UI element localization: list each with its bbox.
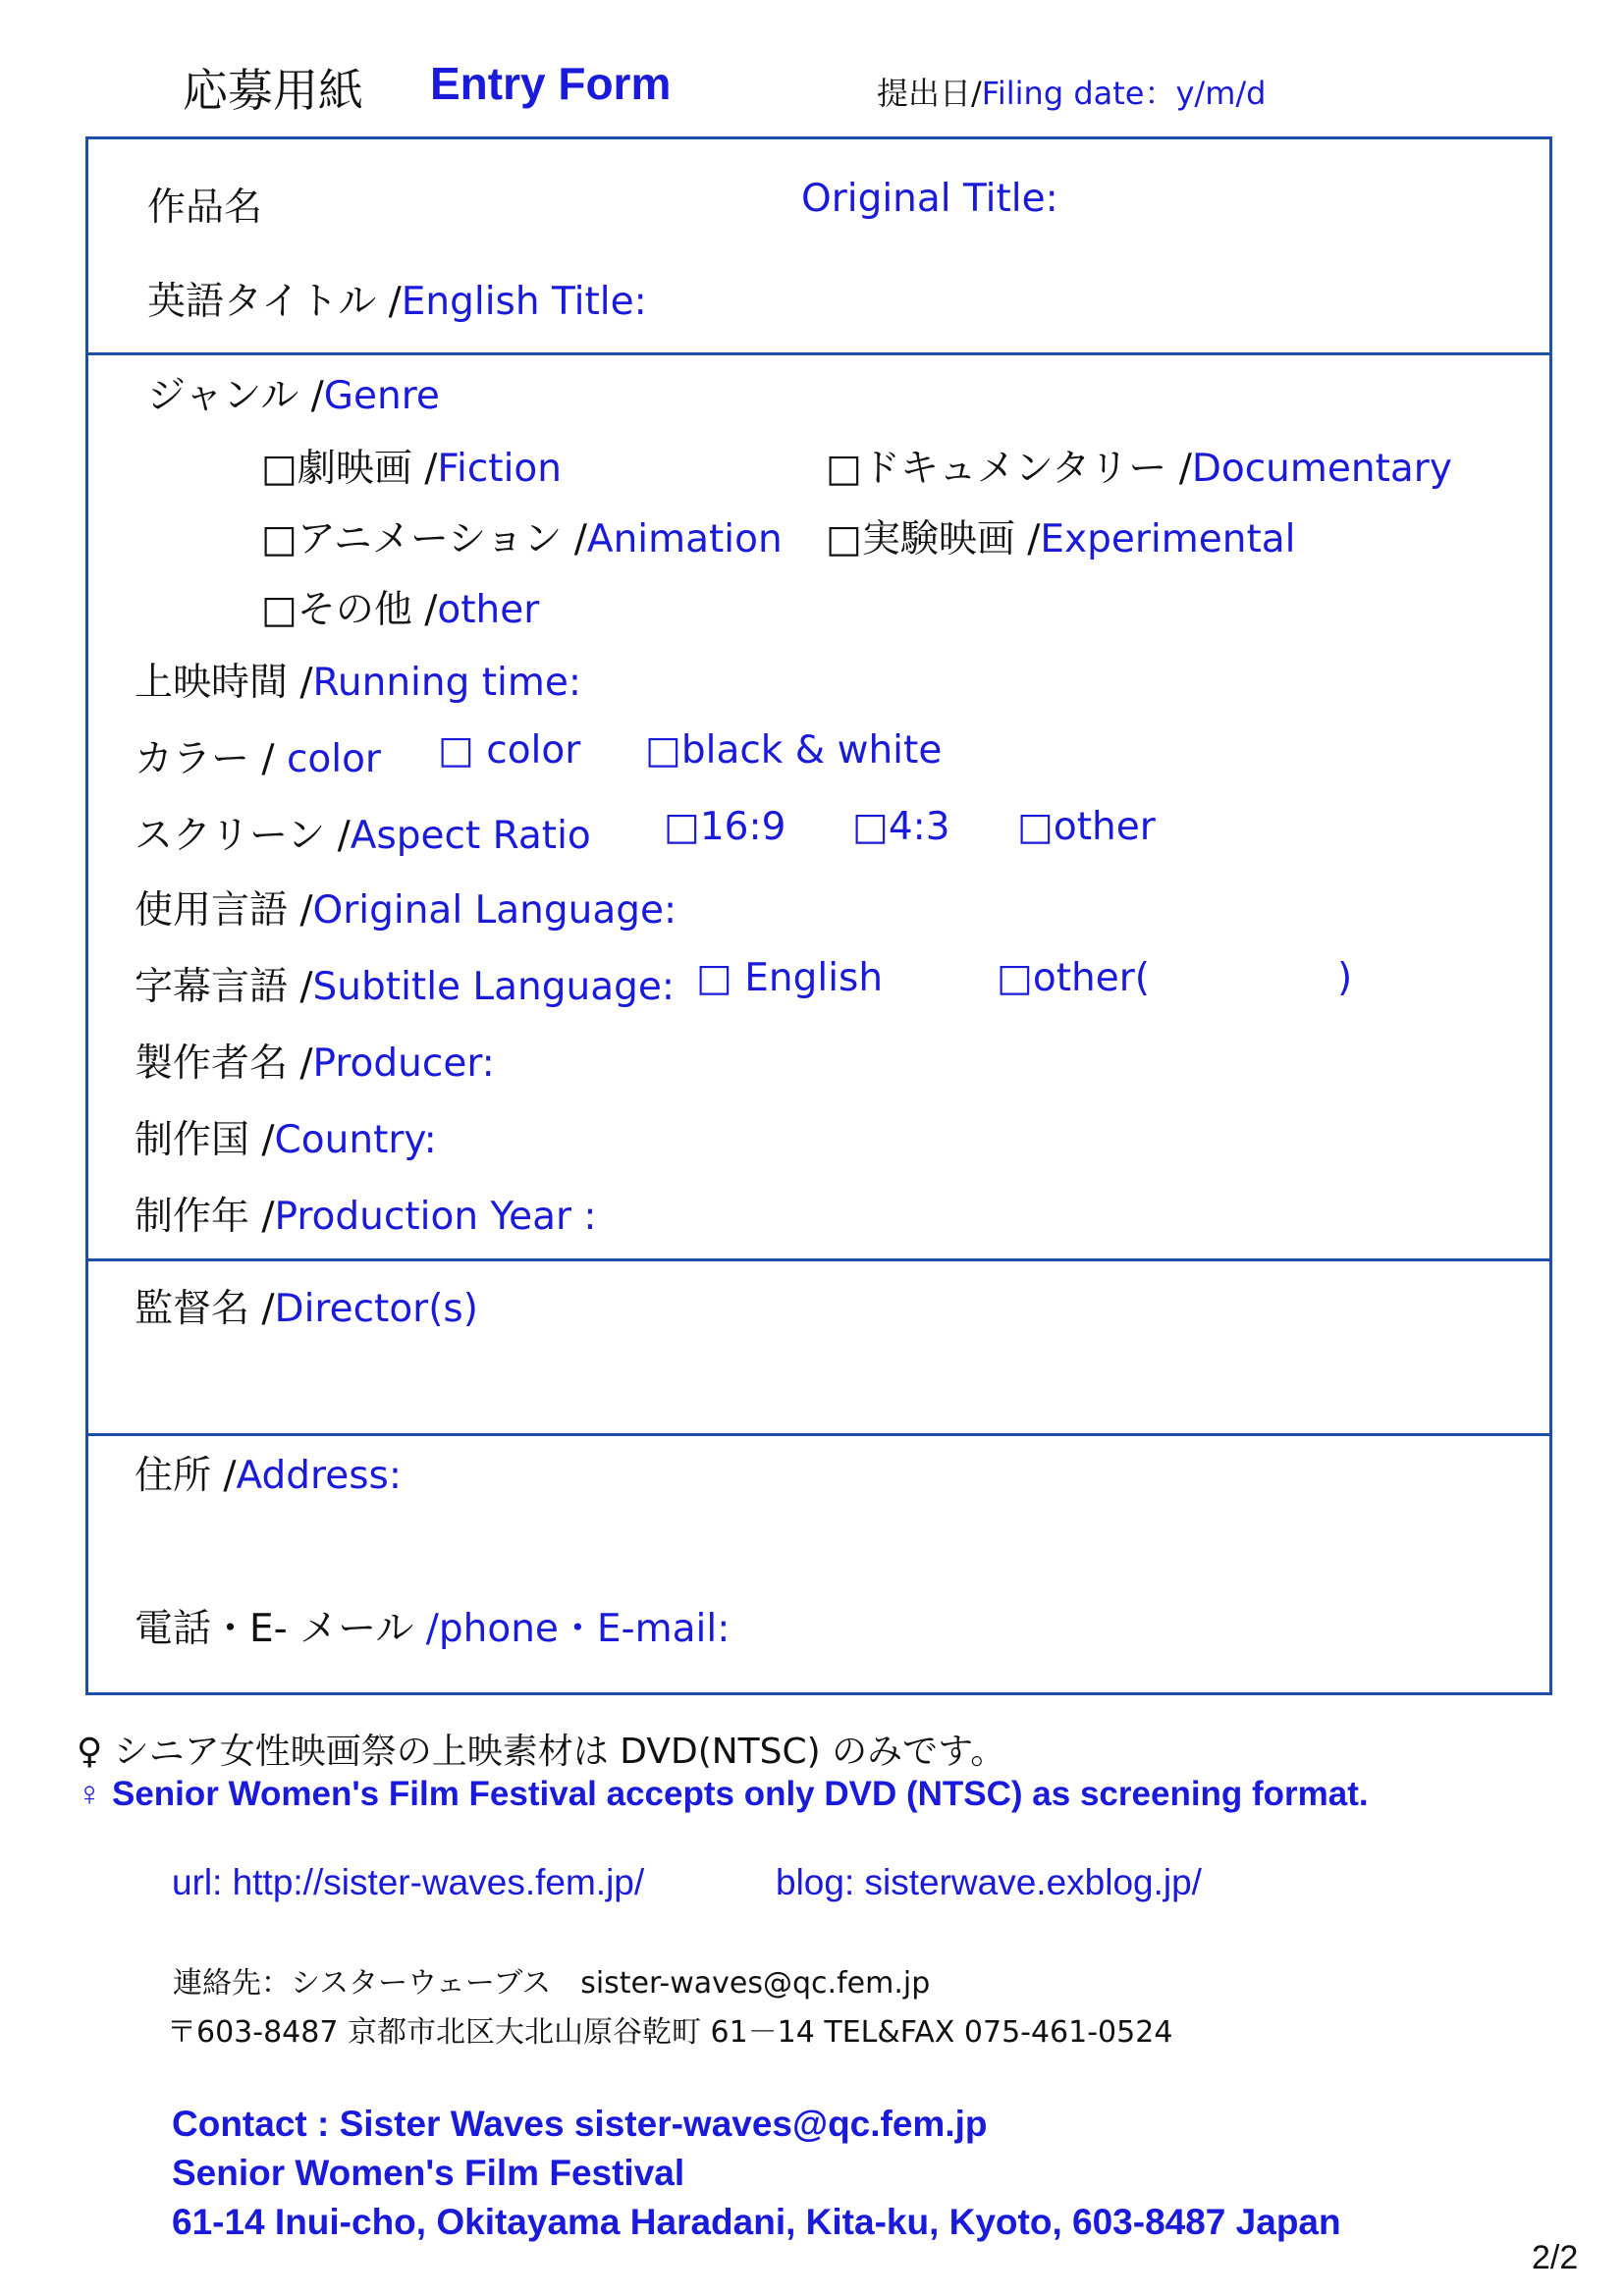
filing-date-en: Filing date：y/m/d (981, 75, 1267, 112)
subtitle-option-english[interactable]: □ English (696, 956, 884, 1000)
english-title-field (147, 271, 647, 326)
contact-jp-line1: 連絡先：シスターウェーブス sister-waves@qc.fem.jp (173, 1966, 931, 2001)
divider-title (85, 352, 1552, 355)
form-title-en: Entry Form (430, 58, 672, 109)
dvd-note-en: ♀ Senior Women's Film Festival accepts only DVD (NTSC) as screening format. (77, 1775, 1369, 1813)
page-number: 2/2 (1532, 2239, 1579, 2276)
subtitle-language-label: 字幕言語 /Subtitle Language: (135, 965, 676, 1009)
genre-option-documentary[interactable]: □ドキュメンタリー /Documentary (826, 447, 1452, 491)
aspect-option-16-9[interactable]: □16:9 (664, 805, 786, 849)
color-option-black-white[interactable]: □black & white (645, 728, 943, 773)
subtitle-other-close-paren: ) (1337, 956, 1353, 1000)
contact-en-line3: 61-14 Inui-cho, Okitayama Haradani, Kita-ku, Kyoto, 603-8487 Japan (172, 2202, 1341, 2242)
color-label: カラー / color (135, 737, 381, 781)
checkbox-icon[interactable]: □ (261, 588, 298, 632)
country-field: 制作国 /Country: (135, 1118, 437, 1162)
address-field: 住所 /Address: (135, 1454, 403, 1498)
work-name-label: 作品名 (147, 186, 263, 230)
checkbox-icon[interactable]: □ (261, 447, 298, 491)
english-title-en: English Title: (401, 280, 647, 324)
genre-label (147, 365, 440, 420)
contact-jp-line2: 〒603-8487 京都市北区大北山原谷乾町 61－14 TEL&FAX 075-461-0524 (167, 2015, 1173, 2050)
genre-option-experimental[interactable]: □実験映画 /Experimental (826, 517, 1296, 561)
divider-details (85, 1258, 1552, 1261)
filing-date-jp: 提出日/ (877, 75, 982, 112)
original-language-field: 使用言語 /Original Language: (135, 888, 677, 933)
aspect-option-4-3[interactable]: □4:3 (852, 805, 950, 849)
contact-en-line1: Contact : Sister Waves sister-waves@qc.fem.jp (172, 2104, 988, 2144)
color-option-color[interactable]: □ color (438, 728, 581, 773)
subtitle-option-other[interactable]: □other( (997, 956, 1150, 1000)
production-year-field: 制作年 /Production Year : (135, 1195, 597, 1239)
english-title-jp: 英語タイトル / (147, 280, 402, 324)
producer-field: 製作者名 /Producer: (135, 1041, 495, 1086)
aspect-option-other[interactable]: □other (1017, 805, 1156, 849)
form-title-jp: 応募用紙 (183, 64, 363, 117)
running-time-field: 上映時間 /Running time: (135, 661, 582, 705)
original-title-label: Original Title: (801, 177, 1058, 221)
website-link[interactable]: url: http://sister-waves.fem.jp/ (172, 1862, 645, 1902)
phone-email-field: 電話・E- メール /phone・E-mail: (135, 1607, 731, 1651)
genre-option-other[interactable]: □その他 /other (261, 588, 540, 632)
checkbox-icon[interactable]: □ (826, 517, 862, 561)
genre-label-jp: ジャンル / (147, 374, 324, 418)
blog-link[interactable]: blog: sisterwave.exblog.jp/ (776, 1862, 1202, 1902)
genre-label-en: Genre (323, 374, 440, 418)
filing-date (877, 69, 1266, 114)
contact-en-line2: Senior Women's Film Festival (172, 2153, 685, 2193)
checkbox-icon[interactable]: □ (826, 447, 862, 491)
director-field: 監督名 /Director(s) (135, 1287, 478, 1331)
genre-option-animation[interactable]: □アニメーション /Animation (261, 517, 783, 561)
dvd-note-jp: ♀ シニア女性映画祭の上映素材は DVD(NTSC) のみです。 (77, 1732, 1006, 1772)
divider-director (85, 1433, 1552, 1436)
aspect-ratio-label: スクリーン /Aspect Ratio (135, 814, 591, 858)
checkbox-icon[interactable]: □ (261, 517, 298, 561)
genre-option-fiction[interactable]: □劇映画 /Fiction (261, 447, 562, 491)
